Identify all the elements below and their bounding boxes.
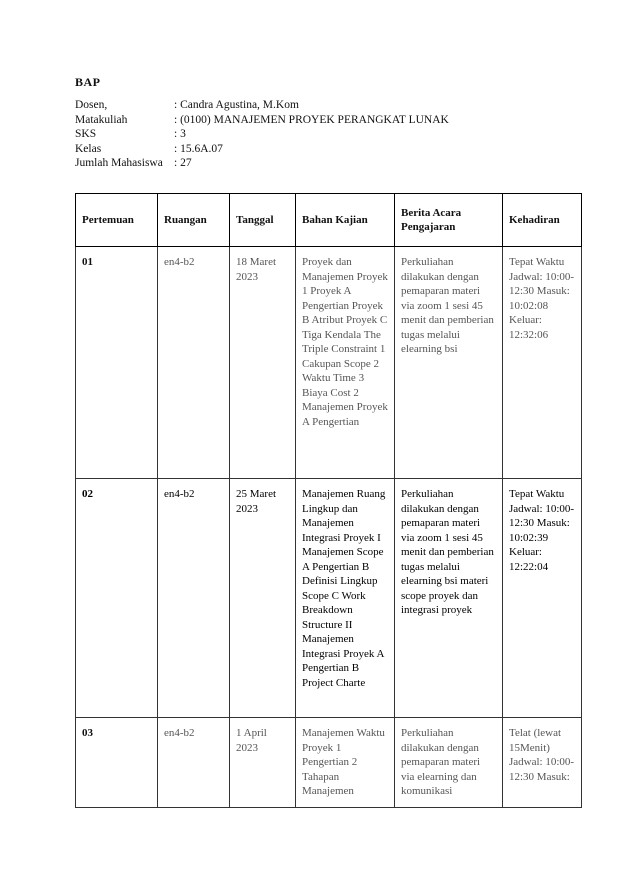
cell-pertemuan: 01: [76, 247, 158, 479]
cell-bahan-kajian: Manajemen Ruang Lingkup dan Manajemen Integrasi Proyek I Manajemen Scope A Pengertian B Definisi Lingkup Scope C Work Breakdown Structure II Manajemen Integrasi Proyek A Pengertian B Project Charte: [296, 479, 395, 718]
column-header-ruangan: Ruangan: [158, 194, 230, 247]
document-title: BAP: [75, 75, 101, 89]
meta-row-jumlah-mahasiswa: [75, 156, 449, 171]
column-header-berita-acara: Berita Acara Pengajaran: [395, 194, 503, 247]
cell-bahan-kajian: Proyek dan Manajemen Proyek 1 Proyek A Pengertian Proyek B Atribut Proyek C Tiga Kendala The Triple Constraint 1 Cakupan Scope 2 Waktu Time 3 Biaya Cost 2 Manajemen Proyek A Pengertian: [296, 247, 395, 479]
table-row: [76, 247, 582, 479]
column-header-bahan-kajian: Bahan Kajian: [296, 194, 395, 247]
meta-value: : 27: [174, 157, 192, 170]
meta-label: Jumlah Mahasiswa: [75, 157, 163, 170]
meta-value: : 15.6A.07: [174, 142, 223, 155]
cell-bahan-kajian: Manajemen Waktu Proyek 1 Pengertian 2 Tahapan Manajemen: [296, 718, 395, 808]
meta-value: : Candra Agustina, M.Kom: [174, 99, 299, 111]
meta-row-sks: [75, 127, 449, 142]
cell-kehadiran: Tepat Waktu Jadwal: 10:00-12:30 Masuk: 10:02:39 Keluar: 12:22:04: [503, 479, 582, 718]
cell-kehadiran: Telat (lewat 15Menit) Jadwal: 10:00-12:30 Masuk:: [503, 718, 582, 808]
cell-berita-acara: Perkuliahan dilakukan dengan pemaparan materi via zoom 1 sesi 45 menit dan pemberian tugas melalui elearning bsi: [395, 247, 503, 479]
table-row: [76, 479, 582, 718]
meta-label: Matakuliah: [75, 113, 128, 126]
table-header-row: [76, 194, 582, 247]
meta-label: SKS: [75, 128, 97, 141]
cell-ruangan: en4-b2: [158, 718, 230, 808]
cell-berita-acara: Perkuliahan dilakukan dengan pemaparan materi via zoom 1 sesi 45 menit dan pemberian tugas melalui elearning bsi materi scope proyek dan integrasi proyek: [395, 479, 503, 718]
cell-tanggal: 18 Maret 2023: [230, 247, 296, 479]
column-header-tanggal: Tanggal: [230, 194, 296, 247]
cell-pertemuan: 02: [76, 479, 158, 718]
cell-ruangan: en4-b2: [158, 247, 230, 479]
cell-berita-acara: Perkuliahan dilakukan dengan pemaparan materi via elearning dan komunikasi: [395, 718, 503, 808]
meta-value: : (0100) MANAJEMEN PROYEK PERANGKAT LUNAK: [174, 113, 449, 126]
meta-value: : 3: [174, 128, 186, 141]
meta-row-dosen: [75, 98, 449, 113]
cell-kehadiran: Tepat Waktu Jadwal: 10:00-12:30 Masuk: 10:02:08 Keluar: 12:32:06: [503, 247, 582, 479]
course-meta: [75, 98, 449, 171]
cell-tanggal: 25 Maret 2023: [230, 479, 296, 718]
cell-pertemuan: 03: [76, 718, 158, 808]
meta-label: Dosen,: [75, 99, 108, 111]
meta-row-kelas: [75, 142, 449, 157]
table-row: [76, 718, 582, 808]
cell-tanggal: 1 April 2023: [230, 718, 296, 808]
bap-table: [75, 193, 582, 808]
column-header-pertemuan: Pertemuan: [76, 194, 158, 247]
meta-row-matakuliah: [75, 113, 449, 128]
meta-label: Kelas: [75, 142, 102, 155]
column-header-kehadiran: Kehadiran: [503, 194, 582, 247]
cell-ruangan: en4-b2: [158, 479, 230, 718]
